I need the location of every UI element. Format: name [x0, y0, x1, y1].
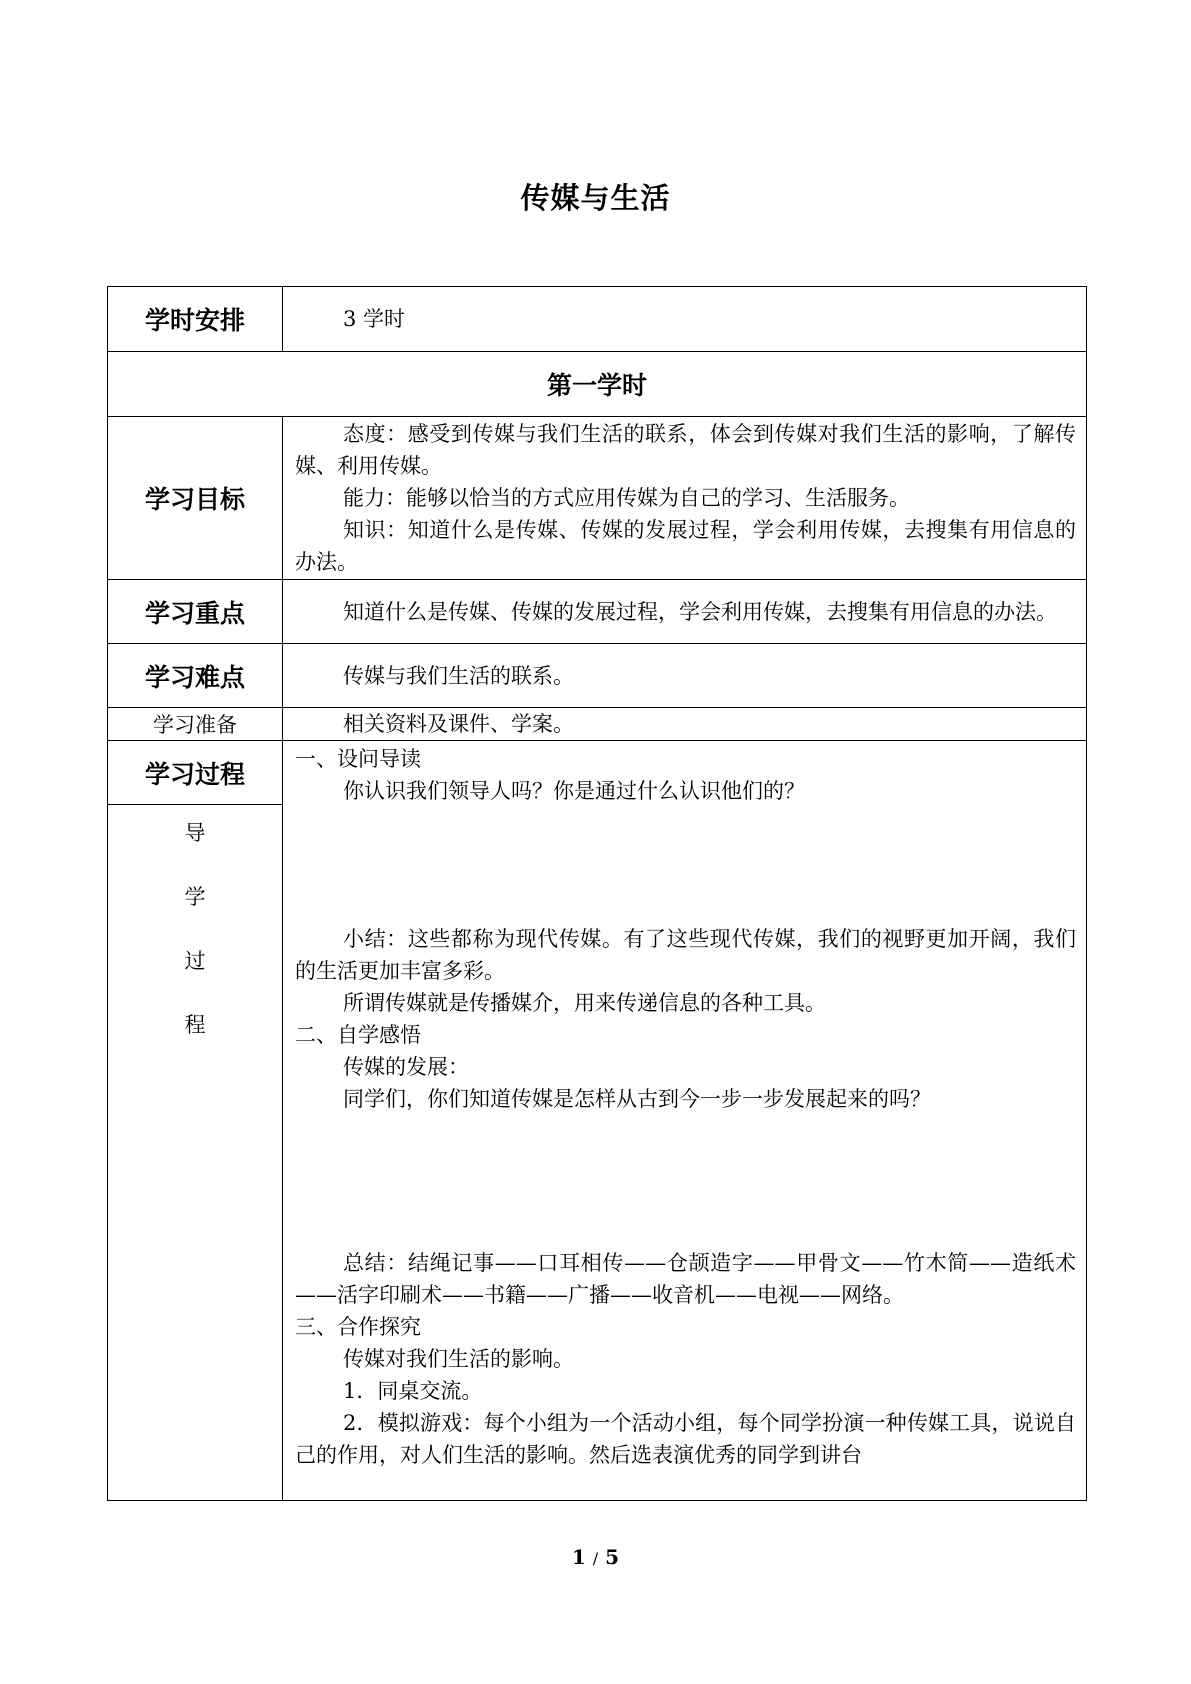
process-step-2: 2．模拟游戏：每个小组为一个活动小组，每个同学扮演一种传媒工具，说说自己的作用，对人们生活的影响。然后选表演优秀的同学到讲台: [295, 1411, 1076, 1467]
process-summary: 小结：这些都称为现代传媒。有了这些现代传媒，我们的视野更加开阔，我们的生活更加丰富多彩。: [295, 927, 1076, 983]
answer-space: [295, 1115, 1076, 1247]
process-heading-2: 二、自学感悟: [295, 1023, 421, 1047]
answer-space: [295, 807, 1076, 923]
section-heading: 第一学时: [108, 352, 1087, 417]
schedule-value: 3 学时: [343, 307, 406, 331]
focus-value: 知道什么是传媒、传媒的发展过程，学会利用传媒，去搜集有用信息的办法。: [343, 599, 1057, 624]
focus-row: [108, 580, 1087, 644]
process-question-2: 同学们，你们知道传媒是怎样从古到今一步一步发展起来的吗？: [343, 1087, 931, 1111]
process-definition: 所谓传媒就是传播媒介，用来传递信息的各种工具。: [343, 991, 826, 1015]
page-total: 5: [605, 1545, 620, 1569]
schedule-label: 学时安排: [108, 287, 283, 352]
preparation-label: 学习准备: [108, 708, 283, 741]
process-conclusion: 总结：结绳记事——口耳相传——仓颉造字——甲骨文——竹木简——造纸术——活字印刷术——书籍——广播——收音机——电视——网络。: [295, 1251, 1076, 1307]
side-char: 导: [184, 821, 206, 845]
goals-label: 学习目标: [108, 417, 283, 580]
side-char: 程: [184, 1013, 206, 1037]
difficulty-row: [108, 644, 1087, 708]
lesson-plan-table: [107, 286, 1087, 1501]
process-question: 你认识我们领导人吗？你是通过什么认识他们的？: [343, 779, 805, 803]
page-current: 1: [571, 1545, 586, 1569]
process-heading-1: 一、设问导读: [295, 747, 421, 771]
process-content: [283, 741, 1087, 1501]
process-development: 传媒的发展：: [343, 1055, 469, 1079]
process-row: [108, 741, 1087, 805]
goals-content: [283, 417, 1087, 580]
goal-knowledge: 知识：知道什么是传媒、传媒的发展过程，学会利用传媒，去搜集有用信息的办法。: [295, 518, 1076, 574]
process-side-label: [108, 805, 283, 1501]
preparation-row: [108, 708, 1087, 741]
page-separator: /: [592, 1549, 599, 1568]
preparation-value: 相关资料及课件、学案。: [343, 712, 574, 736]
goal-attitude: 态度：感受到传媒与我们生活的联系，体会到传媒对我们生活的影响，了解传媒、利用传媒。: [295, 422, 1076, 478]
schedule-row: [108, 287, 1087, 352]
difficulty-value: 传媒与我们生活的联系。: [343, 663, 574, 688]
difficulty-label: 学习难点: [108, 644, 283, 708]
process-label: 学习过程: [108, 741, 283, 805]
process-heading-3: 三、合作探究: [295, 1315, 421, 1339]
focus-label: 学习重点: [108, 580, 283, 644]
side-char: 学: [184, 885, 206, 909]
goal-ability: 能力：能够以恰当的方式应用传媒为自己的学习、生活服务。: [343, 486, 910, 510]
page-title: 传媒与生活: [520, 181, 671, 215]
side-char: 过: [184, 949, 206, 973]
process-impact: 传媒对我们生活的影响。: [343, 1347, 574, 1371]
process-step-1: 1．同桌交流。: [343, 1379, 483, 1403]
page-number: [0, 1545, 1191, 1569]
section-row: [108, 352, 1087, 417]
goals-row: [108, 417, 1087, 580]
